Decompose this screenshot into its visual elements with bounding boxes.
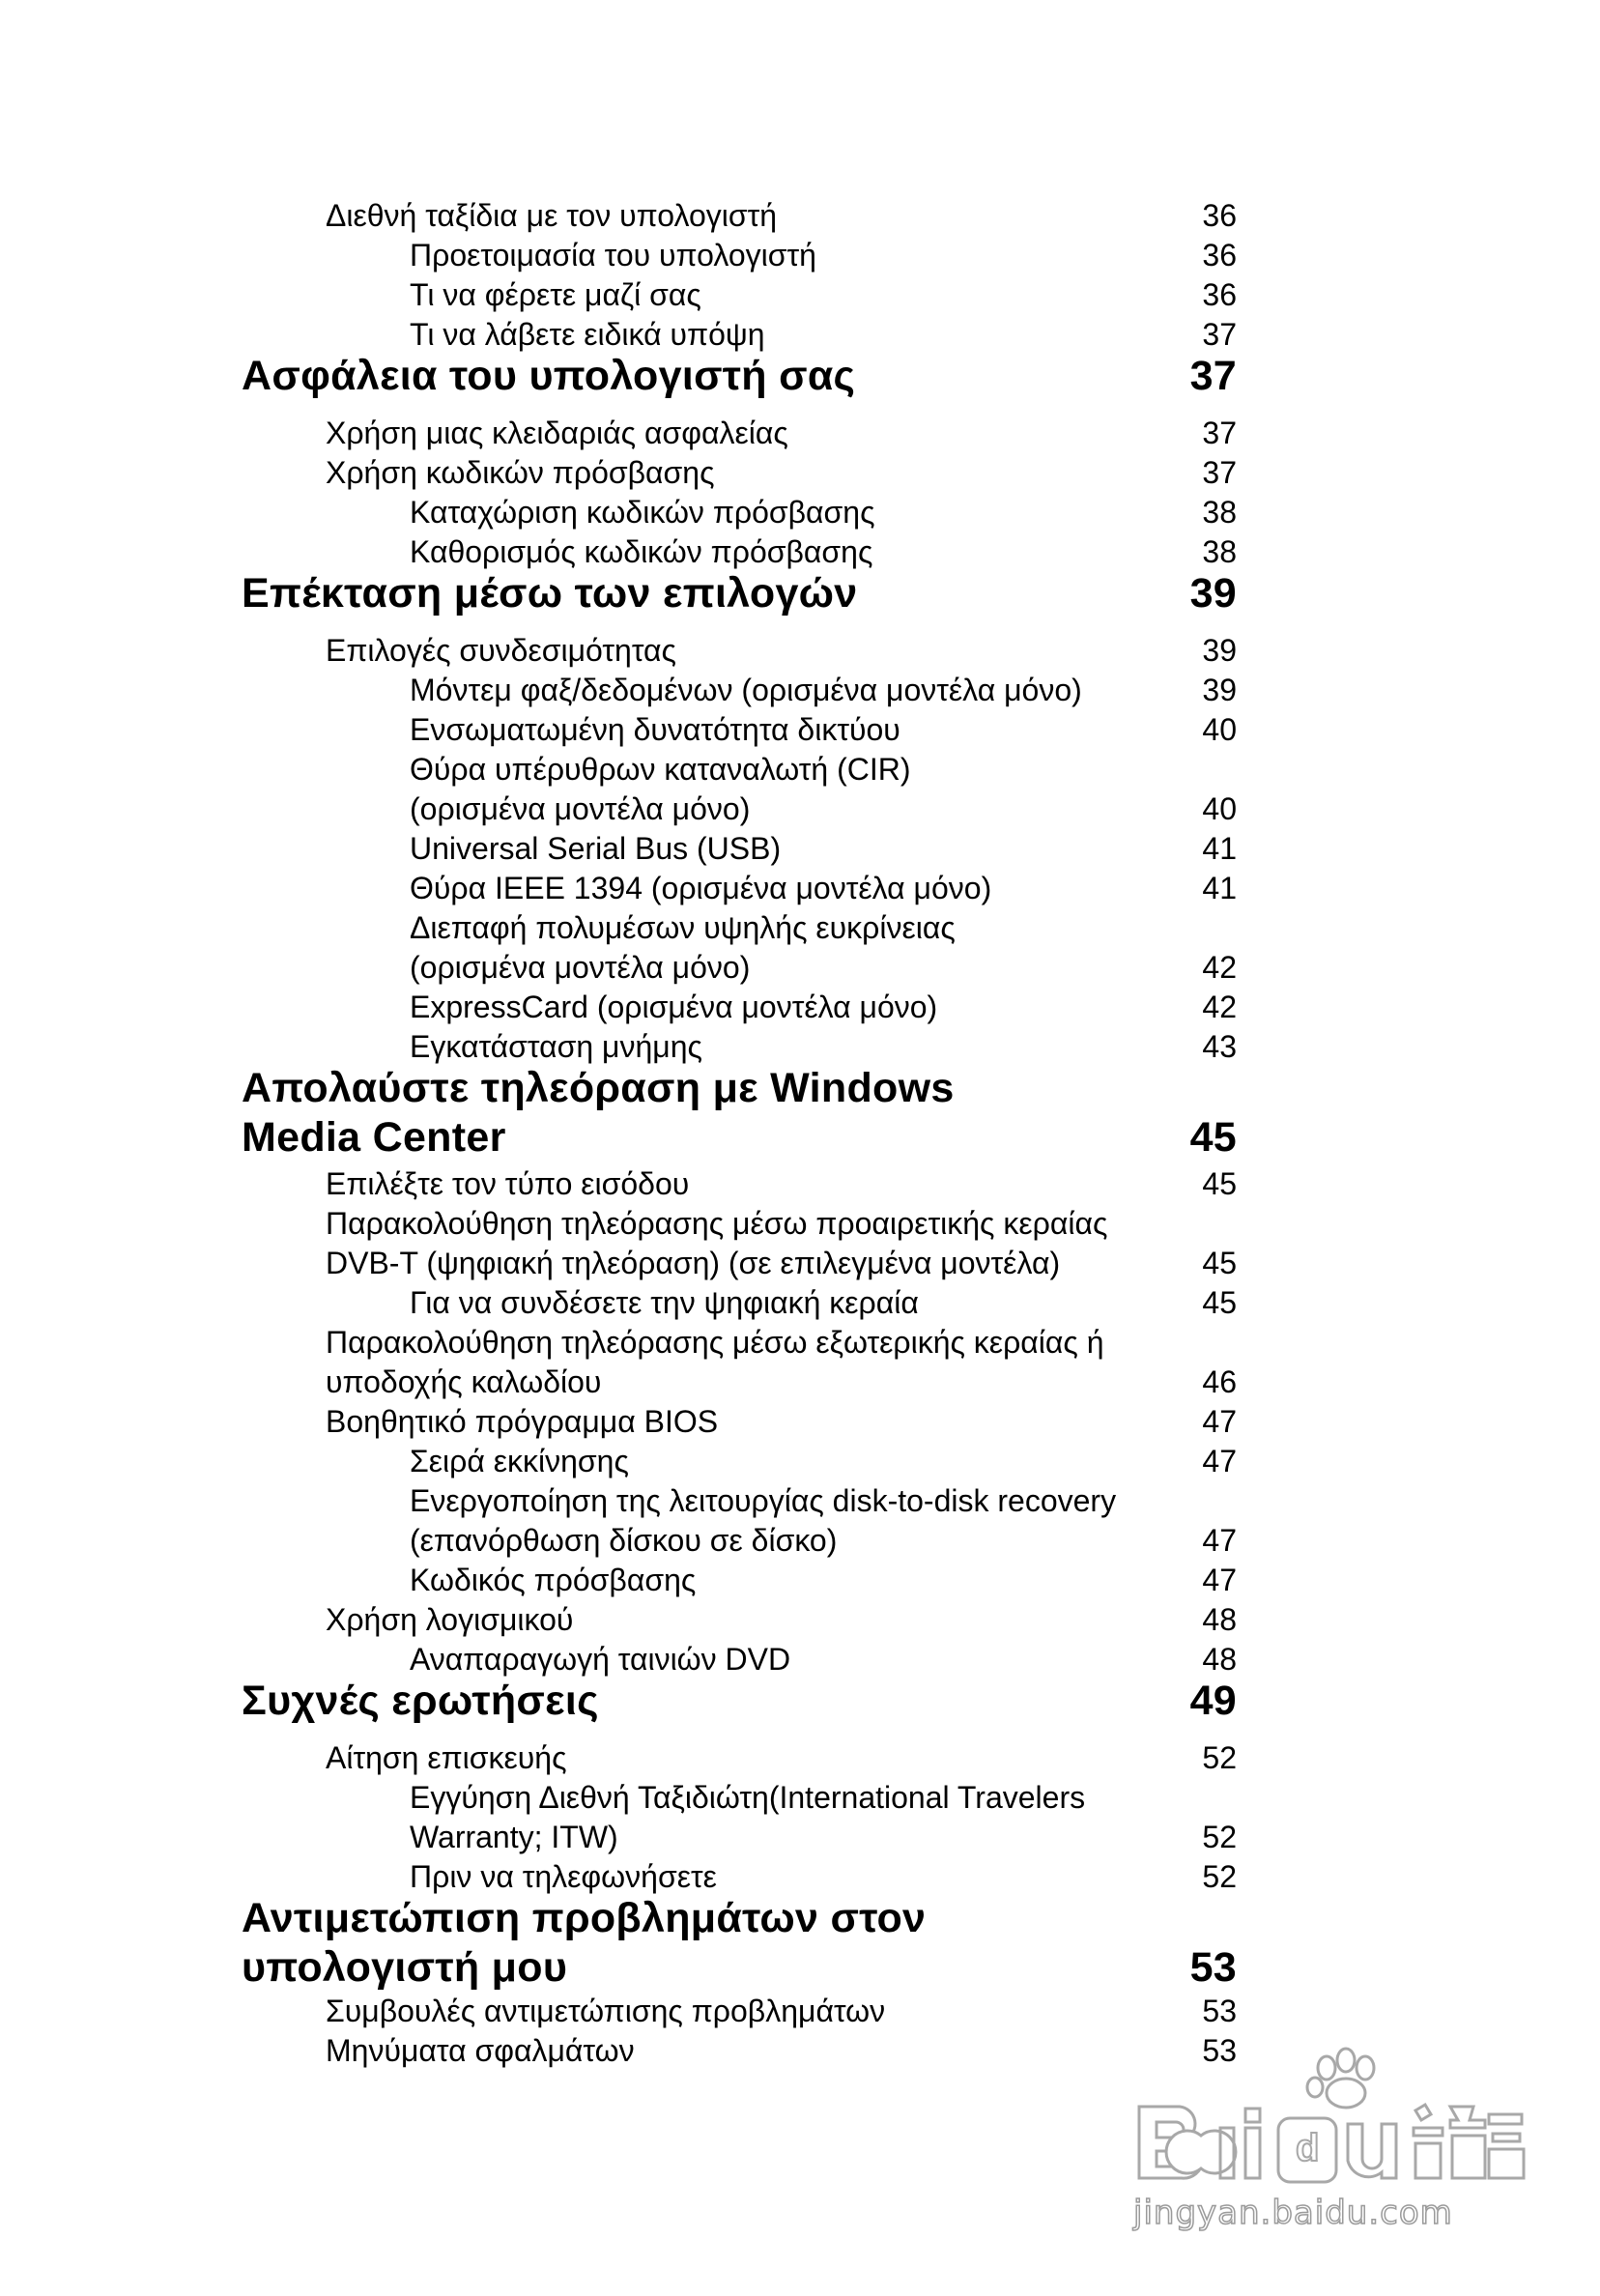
toc-entry-title: Αναπαραγωγή ταινιών DVD — [410, 1642, 791, 1677]
toc-page-number: 52 — [1202, 1859, 1237, 1894]
toc-page-number: 47 — [1202, 1523, 1237, 1558]
toc-page-number: 39 — [1189, 570, 1237, 617]
toc-entry-title: Πριν να τηλεφωνήσετε — [410, 1859, 717, 1894]
toc-page-number: 37 — [1189, 353, 1237, 399]
toc-entry-title: Συχνές ερωτήσεις — [242, 1678, 599, 1724]
toc-entry-title: DVB-T (ψηφιακή τηλεόραση) (σε επιλεγμένα μοντέλα) — [326, 1246, 1061, 1280]
toc-entry-title: Θύρα IEEE 1394 (ορισμένα μοντέλα μόνο) — [410, 871, 992, 905]
toc-entry-title: Σειρά εκκίνησης — [410, 1444, 629, 1478]
toc-page-number: 42 — [1202, 950, 1237, 985]
toc-entry-title: Εγγύηση Διεθνή Ταξιδιώτη(International Travelers — [410, 1780, 1086, 1815]
toc-page-number: 47 — [1202, 1444, 1237, 1478]
toc-page-number: 40 — [1202, 712, 1237, 747]
toc-entry-title: Επιλογές συνδεσιμότητας — [326, 633, 676, 668]
toc-entry-title: Καθορισμός κωδικών πρόσβασης — [410, 534, 873, 569]
toc-entry-title: (επανόρθωση δίσκου σε δίσκο) — [410, 1523, 838, 1558]
toc-page-number: 41 — [1202, 871, 1237, 905]
toc-page-number: 37 — [1202, 416, 1237, 450]
toc-page-number: 37 — [1202, 317, 1237, 352]
toc-entry-title: Διεθνή ταξίδια με τον υπολογιστή — [326, 198, 778, 233]
toc-page-number: 53 — [1202, 2033, 1237, 2068]
toc-entry-title: Μηνύματα σφαλμάτων — [326, 2033, 635, 2068]
toc-entry-title: υπολογιστή μου — [242, 1944, 568, 1991]
toc-entry-title: Παρακολούθηση τηλεόρασης μέσω προαιρετικής κεραίας — [326, 1206, 1108, 1241]
toc-entry-title: Καταχώριση κωδικών πρόσβασης — [410, 495, 875, 530]
toc-entry-title: Θύρα υπέρυθρων καταναλωτή (CIR) — [410, 752, 911, 787]
toc-page-number: 39 — [1202, 673, 1237, 707]
toc-entry-title: Τι να λάβετε ειδικά υπόψη — [410, 317, 765, 352]
toc-entry-title: Επιλέξτε τον τύπο εισόδου — [326, 1166, 690, 1201]
toc-entry-title: Αίτηση επισκευής — [326, 1740, 567, 1775]
toc-entry-title: (ορισμένα μοντέλα μόνο) — [410, 950, 751, 985]
toc-page-number: 45 — [1189, 1114, 1237, 1161]
toc-page-number: 45 — [1202, 1246, 1237, 1280]
toc-entry-title: Αντιμετώπιση προβλημάτων στον — [242, 1895, 927, 1941]
toc-page-number: 36 — [1202, 198, 1237, 233]
toc-page-number: 38 — [1202, 495, 1237, 530]
toc-page-number: 43 — [1202, 1029, 1237, 1064]
baidu-logo-icon — [1126, 2047, 1531, 2192]
toc-entry-title: Κωδικός πρόσβασης — [410, 1563, 697, 1597]
toc-page-number: 39 — [1202, 633, 1237, 668]
toc-entry-title: Τι να φέρετε μαζί σας — [410, 277, 701, 312]
toc-entry-title: Universal Serial Bus (USB) — [410, 831, 782, 866]
toc-entry-title: Διεπαφή πολυμέσων υψηλής ευκρίνειας — [410, 910, 956, 945]
toc-entry-title: Χρήση λογισμικού — [326, 1602, 574, 1637]
toc-entry-title: Απολαύστε τηλεόραση με Windows — [242, 1065, 955, 1111]
toc-entry-title: Για να συνδέσετε την ψηφιακή κεραία — [410, 1285, 919, 1320]
toc-entry-title: Warranty; ITW) — [410, 1820, 618, 1854]
toc-page-number: 52 — [1202, 1740, 1237, 1775]
toc-entry-title: Μόντεμ φαξ/δεδομένων (ορισμένα μοντέλα μόνο) — [410, 673, 1082, 707]
toc-page-number: 38 — [1202, 534, 1237, 569]
svg-text:d: d — [1296, 2127, 1320, 2169]
toc-entry-title: Χρήση μιας κλειδαριάς ασφαλείας — [326, 416, 788, 450]
toc-entry-title: ExpressCard (ορισμένα μοντέλα μόνο) — [410, 990, 938, 1024]
toc-page-number: 40 — [1202, 791, 1237, 826]
toc-page-number: 49 — [1189, 1678, 1237, 1724]
toc-page-number: 42 — [1202, 990, 1237, 1024]
toc-entry-title: Ενεργοποίηση της λειτουργίας disk-to-disk recovery — [410, 1483, 1117, 1518]
watermark-url: jingyan.baidu.com — [1133, 2194, 1453, 2232]
toc-entry-title: Ενσωματωμένη δυνατότητα δικτύου — [410, 712, 900, 747]
toc-page-number: 53 — [1189, 1944, 1237, 1991]
toc-page-number: 46 — [1202, 1364, 1237, 1399]
toc-entry-title: (ορισμένα μοντέλα μόνο) — [410, 791, 751, 826]
toc-page-number: 36 — [1202, 277, 1237, 312]
toc-entry-title: Ασφάλεια του υπολογιστή σας — [242, 353, 856, 399]
toc-page-number: 41 — [1202, 831, 1237, 866]
toc-entry-title: Χρήση κωδικών πρόσβασης — [326, 455, 715, 490]
toc-page-number: 36 — [1202, 238, 1237, 273]
toc-entry-title: Συμβουλές αντιμετώπισης προβλημάτων — [326, 1994, 886, 2028]
toc-page-number: 47 — [1202, 1404, 1237, 1439]
toc-page-number: 45 — [1202, 1166, 1237, 1201]
toc-page-number: 37 — [1202, 455, 1237, 490]
toc-page-number: 47 — [1202, 1563, 1237, 1597]
toc-entry-title: υποδοχής καλωδίου — [326, 1364, 602, 1399]
toc-page-number: 45 — [1202, 1285, 1237, 1320]
toc-entry-title: Παρακολούθηση τηλεόρασης μέσω εξωτερικής κεραίας ή — [326, 1325, 1104, 1360]
toc-entry-title: Βοηθητικό πρόγραμμα BIOS — [326, 1404, 719, 1439]
toc-page-number: 53 — [1202, 1994, 1237, 2028]
toc-entry-title: Media Center — [242, 1114, 506, 1161]
toc-page-number: 52 — [1202, 1820, 1237, 1854]
toc-entry-title: Προετοιμασία του υπολογιστή — [410, 238, 816, 273]
toc-page-number: 48 — [1202, 1642, 1237, 1677]
baidu-watermark — [1126, 2047, 1531, 2240]
toc-page-number: 48 — [1202, 1602, 1237, 1637]
toc-entry-title: Επέκταση μέσω των επιλογών — [242, 570, 858, 617]
toc-entry-title: Εγκατάσταση μνήμης — [410, 1029, 702, 1064]
